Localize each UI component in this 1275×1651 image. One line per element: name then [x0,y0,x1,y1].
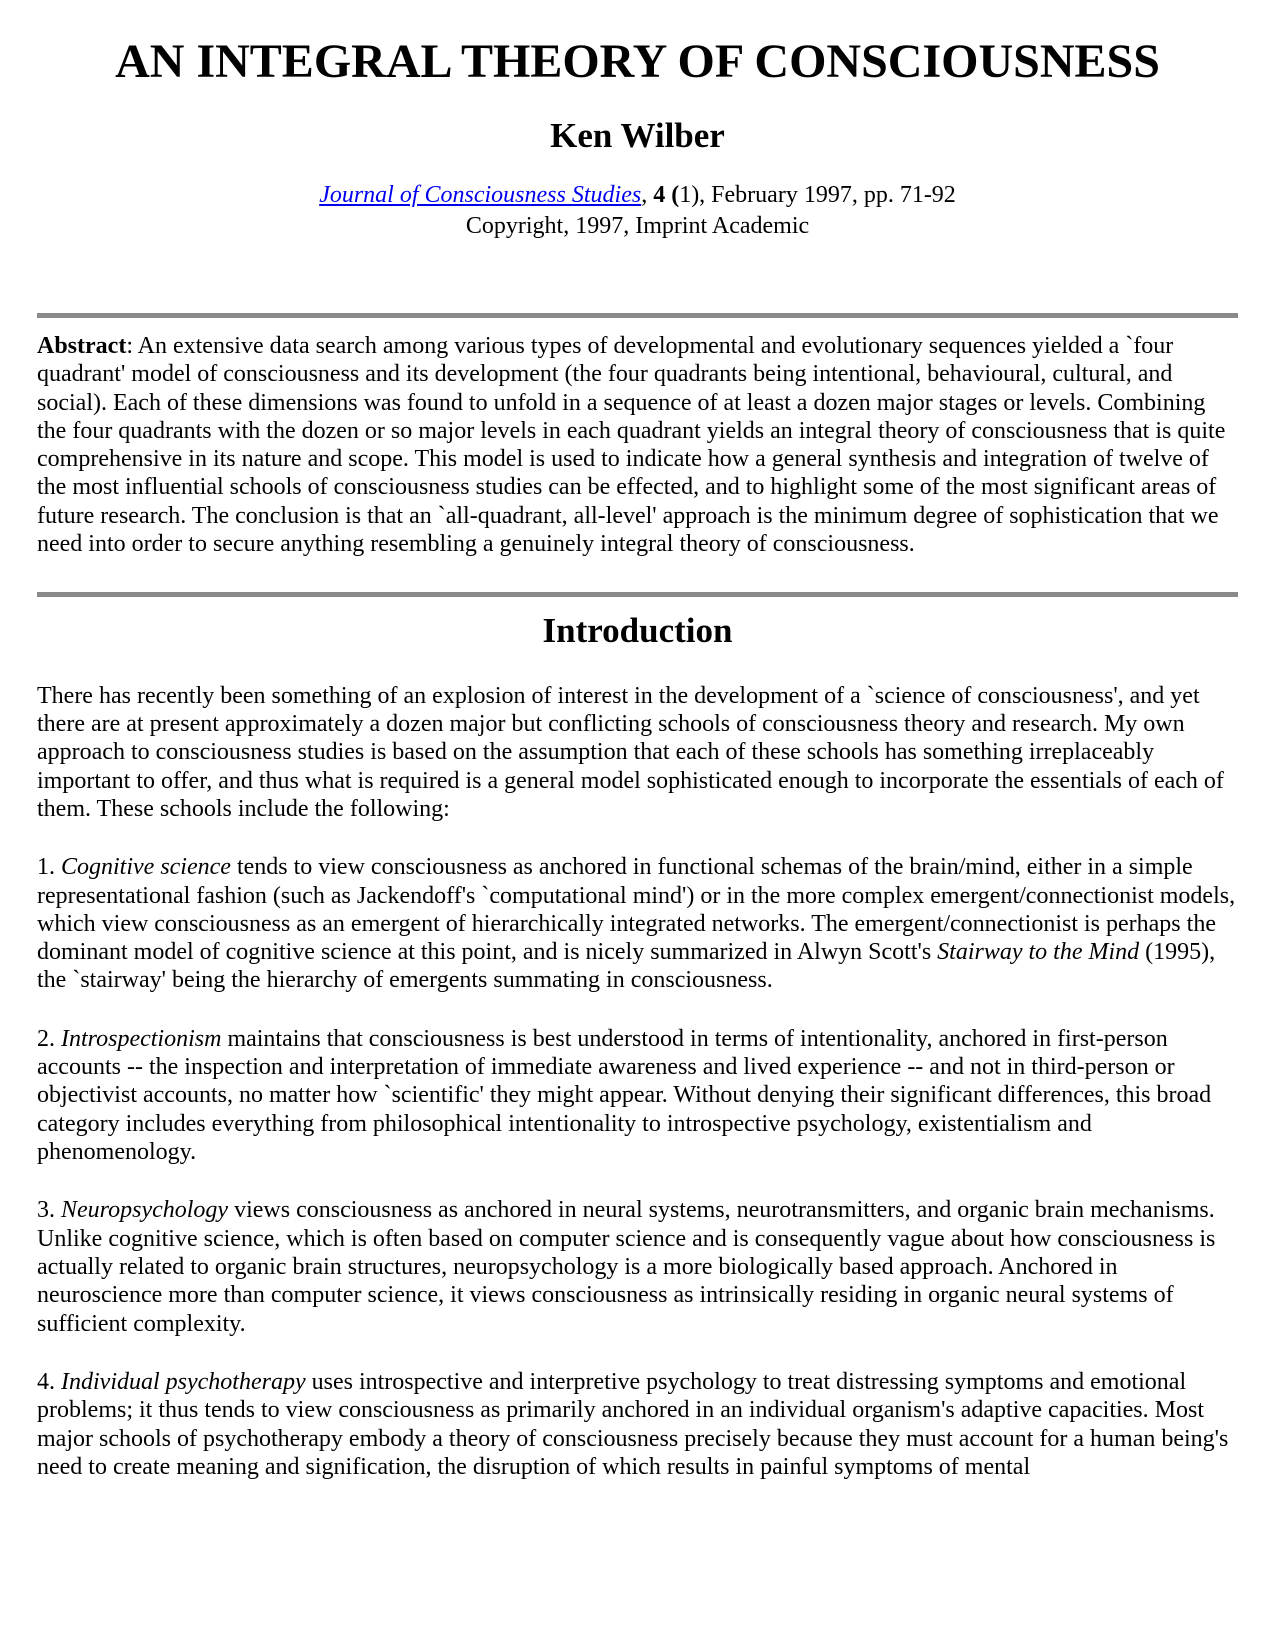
citation-separator: , [641,182,654,209]
header-spacer [37,241,1238,299]
paper-title: AN INTEGRAL THEORY OF CONSCIOUSNESS [115,35,1160,88]
introduction-heading: Introduction [542,611,733,651]
citation-line [37,181,1238,210]
school-item-2 [37,1025,1238,1167]
top-divider-rule [37,313,1238,318]
school-name: Introspectionism [61,1025,222,1052]
item-number: 3. [37,1197,61,1224]
item-text: uses introspective and interpretive psychology to treat distressing symptoms and emotional problems; it thus tends to view consciousness as primarily anchored in an individual organism's adaptive capacities. Most major schools of psychotherapy embody a theory of consciousness precisely because they must account for a human being's need to create meaning and signification, the disruption of which results in painful symptoms of mental [37,1368,1229,1480]
school-name: Cognitive science [61,854,231,881]
journal-link[interactable]: Journal of Consciousness Studies [319,182,642,209]
item-number: 1. [37,854,61,881]
item-text: tends to view consciousness as anchored in functional schemas of the brain/mind, either in a simple representational fashion (such as Jackendoff's `computational mind') or in the more complex emergent/connectionist models, which view consciousness as an emergent of hierarchically integrated networks. The emergent/connectionist is perhaps the dominant model of cognitive science at this point, and is nicely summarized in Alwyn Scott's [37,854,1236,966]
author-name: Ken Wilber [550,115,725,155]
item-text: maintains that consciousness is best understood in terms of intentionality, anchored in first-person accounts -- the inspection and interpretation of immediate awareness and lived experience -- and not in third-person or objectivist accounts, no matter how `scientific' they might appear. Without denying their significant differences, this broad category includes everything from philosophical intentionality to introspective psychology, existentialism and phenomenology. [37,1025,1212,1166]
item-number: 4. [37,1368,61,1395]
abstract-label: Abstract [37,332,127,359]
school-item-1 [37,853,1238,995]
item-text-continued: (1995), the `stairway' being the hierarchy of emergents summating in consciousness. [37,939,1216,994]
school-name: Individual psychotherapy [61,1368,306,1395]
school-item-3 [37,1196,1238,1338]
copyright-line: Copyright, 1997, Imprint Academic [465,213,810,240]
bottom-divider-rule [37,592,1238,597]
school-item-4 [37,1368,1238,1481]
citation-issue-pages: 1), February 1997, pp. 71-92 [679,182,956,209]
abstract-paragraph [37,332,1238,559]
school-name: Neuropsychology [61,1197,229,1224]
abstract-text: : An extensive data search among various types of developmental and evolutionary sequences yielded a `four quadrant' model of consciousness and its development (the four quadrants being intentional, behavioural, cultural, and social). Each of these dimensions was found to unfold in a sequence of at least a dozen major stages or levels. Combining the four quadrants with the dozen or so major levels in each quadrant yields an integral theory of consciousness that is quite comprehensive in its nature and scope. This model is used to indicate how a general synthesis and integration of twelve of the most influential schools of consciousness studies can be effected, and to highlight some of the most significant areas of future research. The conclusion is that an `all-quadrant, all-level' approach is the minimum degree of sophistication that we need into order to secure anything resembling a genuinely integral theory of consciousness. [37,332,1226,558]
book-title: Stairway to the Mind [937,939,1140,966]
citation-volume: 4 ( [653,182,680,209]
item-text: views consciousness as anchored in neural systems, neurotransmitters, and organic brain mechanisms. Unlike cognitive science, which is often based on computer science and is consequently vague about how consciousness is actually related to organic brain structures, neuropsychology is a more biologically based approach. Anchored in neuroscience more than computer science, it views consciousness as intrinsically residing in organic neural systems of sufficient complexity. [37,1197,1216,1337]
item-number: 2. [37,1025,61,1052]
introduction-lead-paragraph: There has recently been something of an explosion of interest in the development of a `science of consciousness', and yet there are at present approximately a dozen major but conflicting schools of consciousness theory and research. My own approach to consciousness studies is based on the assumption that each of these schools has something irreplaceably important to offer, and thus what is required is a general model sophisticated enough to incorporate the essentials of each of them. These schools include the following: [37,682,1224,822]
